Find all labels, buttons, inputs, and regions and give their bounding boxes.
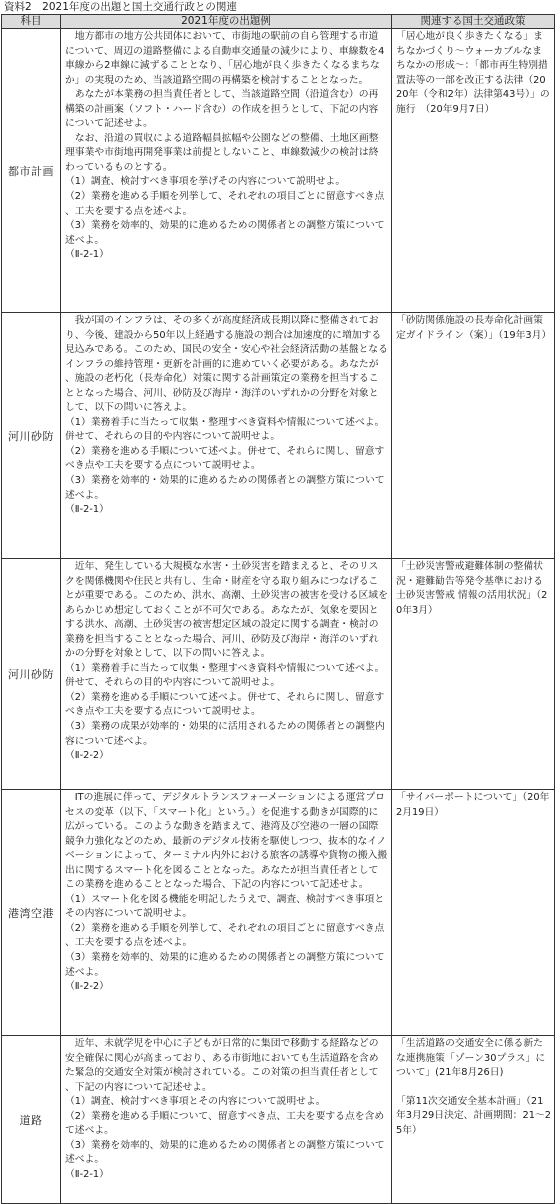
table-row [2, 1036, 555, 1204]
problem-paragraph: （3）業務の成果が効率的・効果的に活用されるための関係者との調整内容について述べよ。 [65, 721, 385, 747]
problem-cell [61, 29, 392, 313]
problem-paragraph: あなたが本業務の担当責任者として、当該道路空間（沿道含む）の再構築の計画案（ソフト・ハード含む）の作成を担うとして、下記の内容について記述せよ。 [65, 89, 379, 130]
problem-paragraph: （Ⅱ-2-1） [65, 1168, 109, 1180]
policy-paragraph: 「居心地が良く歩きたくなる」まちなかづくり～ウォーカブルなまちなかの形成～：「都市再生特別措置法等の一部を改正する法律（2020年（令和2年）法律第43号）」の施行 （20年9月7日） [396, 31, 550, 115]
policy-cell [392, 313, 555, 559]
subject-cell: 河川砂防 [2, 313, 61, 559]
problem-paragraph: （Ⅱ-2-1） [65, 504, 109, 516]
header-policy: 関連する国土交通政策 [392, 15, 555, 29]
problem-paragraph: なお、沿道の買収による道路幅員拡幅や公園などの整備、土地区画整理事業や市街地再開発事業は前提としないこと、車線数減少の検討は終わっているものとする。 [65, 132, 379, 173]
problem-paragraph: （3）業務を効率的、効果的に進めるための関係者との調整方策について述べよ。 [65, 1139, 385, 1166]
relation-table-container [1, 14, 554, 1204]
header-subject: 科目 [2, 15, 61, 29]
table-header-row [2, 15, 555, 29]
problem-paragraph: （2）業務を進める手順を列挙して、それぞれの項目ごとに留意すべき点、工夫を要する点を述べよ。 [65, 191, 385, 217]
problem-cell [61, 313, 392, 559]
problem-paragraph: （2）業務を進める手順について、留意すべき点、工夫を要する点を含めて述べよ。 [65, 1110, 385, 1137]
table-row [2, 559, 555, 790]
policy-cell [392, 29, 555, 313]
problem-paragraph: （1）業務着手に当たって収集・整理すべき資料や情報について述べよ。併せて、それらの目的や内容について説明せよ。 [65, 416, 385, 443]
policy-paragraph: 「砂防関係施設の長寿命化計画策定ガイドライン（案）」（19年3月） [396, 315, 552, 341]
problem-paragraph: （3）業務を効率的・効果的に進めるための関係者との調整方策について述べよ。 [65, 475, 385, 501]
policy-paragraph: 「生活道路の交通安全に係る新たな連携施策「ゾーン30プラス」について」(21年8月26日) [396, 1038, 546, 1079]
policy-paragraph: 「第11次交通安全基本計画」（21年3月29日決定、計画期間：21～25年） [396, 1095, 551, 1136]
policy-spacer [396, 1081, 551, 1095]
document-title: 資料2 2021年度の出題と国土交通行政との関連 [4, 1, 237, 13]
problem-paragraph: （2）業務を進める手順について述べよ。併せて、それらに関し、留意すべき点や工夫を要する点について説明せよ。 [65, 691, 385, 718]
problem-paragraph: （3）業務を効率的、効果的に進めるための関係者との調整方策について述べよ。 [65, 952, 385, 978]
table-row [2, 29, 555, 313]
policy-paragraph: 「サイバーポートについて」（20年2月19日） [396, 792, 550, 818]
problem-paragraph: 我が国のインフラは、その多くが高度経済成長期以降に整備されており、今後、建設から50年以上経過する施設の割合は加速度的に増加する見込みである。このため、国民の安全・安心や社会経済活動の基盤となるインフラの維持管理・更新を計画的に進めていく必要がある。あなたが、施設の老朽化（長寿命化）対策に関する計画策定の業務を担当することとなった場合、河川、砂防及び海岸・海洋のいずれかの分野を対象として、以下の問いに答えよ。 [65, 315, 388, 414]
policy-paragraph: 「土砂災害警戒避難体制の整備状況・避難勧告等発令基準における土砂災害警戒 情報の活用状況」（20年3月） [396, 561, 548, 616]
problem-cell [61, 559, 392, 790]
problem-cell [61, 790, 392, 1036]
problem-paragraph: ITの進展に伴って、デジタルトランスフォーメーションによる運営プロセスの変革（以下、「スマート化」という。）を促進する動きが国際的に広がっている。このような動きを踏まえて、港湾及び空港の一層の国際競争力強化などのため、最新のデジタル技術を駆使しつつ、抜本的なイノベーションによって、ターミナル内外における旅客の誘導や貨物の搬入搬出に関するスマート化を図ることとなった。あなたが担当責任者としてこの業務を進めることとなった場合、下記の内容について記述せよ。 [65, 792, 388, 891]
problem-paragraph: （3）業務を効率的、効果的に進めるための関係者との調整方策について述べよ。 [65, 220, 385, 246]
problem-paragraph: （2）業務を進める手順について述べよ。併せて、それらに関し、留意すべき点や工夫を要する点について説明せよ。 [65, 445, 385, 472]
subject-cell: 河川砂防 [2, 559, 61, 790]
problem-paragraph: （1）スマート化を図る機能を明記したうえで、調査、検討すべき事項とその内容について説明せよ。 [65, 893, 385, 920]
subject-cell: 都市計画 [2, 29, 61, 313]
problem-paragraph: （Ⅱ-2-2） [65, 981, 109, 993]
problem-cell [61, 1036, 392, 1204]
table-row [2, 313, 555, 559]
problem-paragraph: （1）業務着手に当たって収集・整理すべき資料や情報について述べよ。併せて、それらの目的や内容について説明せよ。 [65, 662, 385, 689]
relation-table [1, 14, 555, 1204]
policy-cell [392, 790, 555, 1036]
policy-cell [392, 1036, 555, 1204]
problem-paragraph: （1）調査、検討すべき事項とその内容について説明せよ。 [65, 1096, 326, 1108]
problem-paragraph: （Ⅱ-2-2） [65, 750, 109, 762]
problem-paragraph: （2）業務を進める手順を列挙して、それぞれの項目ごとに留意すべき点、工夫を要する点を述べよ。 [65, 922, 385, 949]
problem-paragraph: 近年、発生している大規模な水害・土砂災害を踏まえると、そのリスクを関係機関や住民と共有し、生命・財産を守る取り組みにつなげることが重要である。このため、洪水、高潮、土砂災害の被害を受ける区域をあらかじめ想定しておくことが不可欠である。あなたが、気象を要因とする洪水、高潮、土砂災害の被害想定区域の設定に関する調査・検討の業務を担当することとなった場合、河川、砂防及び海岸・海洋のいずれかの分野を対象として、以下の問いに答えよ。 [65, 561, 388, 660]
problem-paragraph: 地方都市の地方公共団体において、市街地の駅前の自ら管理する市道について、周辺の道路整備による自動車交通量の減少により、車線数を4車線から2車線に減ずることとなり、「居心地が良く歩きたくなるまちなか」の実現のため、当該道路空間の再構築を検討することとなった。 [65, 31, 385, 86]
subject-cell: 道路 [2, 1036, 61, 1204]
problem-paragraph: （1）調査、検討すべき事項を挙げその内容について説明せよ。 [65, 176, 346, 188]
subject-cell: 港湾空港 [2, 790, 61, 1036]
problem-paragraph: 近年、未就学児を中心に子どもが日常的に集団で移動する経路などの安全確保に関心が高まっており、ある市街地においても生活道路を含めた緊急的交通安全対策が検討されている。この対策の担当責任者として、下記の内容について記述せよ。 [65, 1038, 379, 1093]
problem-paragraph: （Ⅱ-2-1） [65, 249, 109, 261]
policy-cell [392, 559, 555, 790]
header-problem: 2021年度の出題例 [61, 15, 392, 29]
table-row [2, 790, 555, 1036]
